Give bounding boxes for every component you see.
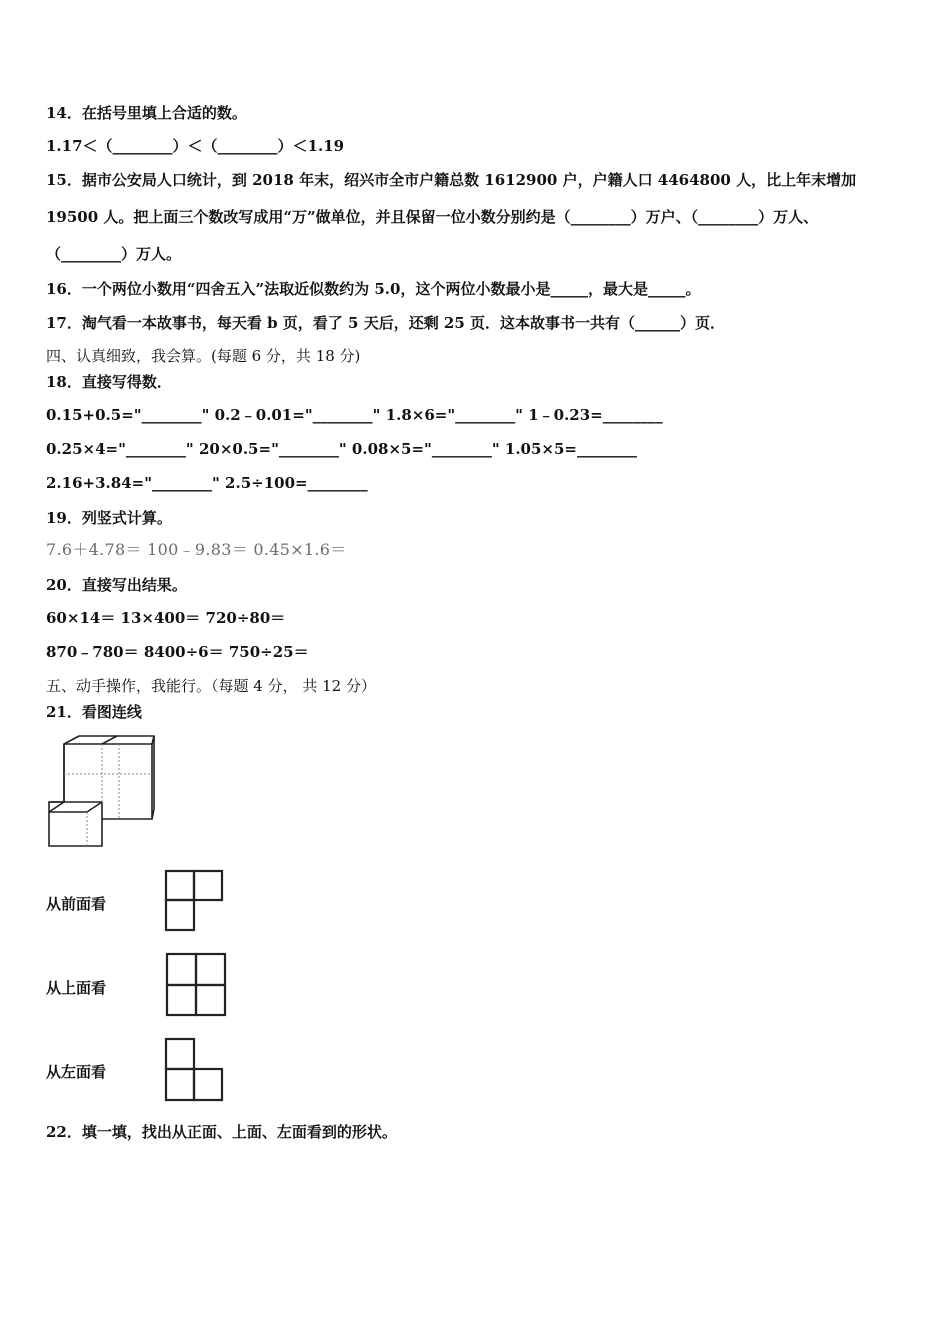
q17-text: 17．淘气看一本故事书，每天看 b 页，看了 5 天后，还剩 25 页．这本故事书一共有（______）页． xyxy=(46,314,726,332)
section-4-heading: 四、认真细致，我会算。(每题 6 分，共 18 分) xyxy=(46,347,361,365)
section-5-heading: 五、动手操作，我能行。（每题 4 分， 共 12 分） xyxy=(46,677,376,695)
q22-text: 22．填一填，找出从正面、上面、左面看到的形状。 xyxy=(46,1123,397,1141)
q18-row-1: 0.15+0.5="________" 0.2﹣0.01="________" 1.8×6="________" 1﹣0.23=________ xyxy=(46,406,663,424)
view-label-left: 从左面看 xyxy=(46,1063,107,1081)
q18-row-3: 2.16+3.84="________" 2.5÷100=________ xyxy=(46,474,368,492)
q20-row-2: 870﹣780＝ 8400÷6＝ 750÷25＝ xyxy=(46,643,309,661)
q19-expressions: 7.6＋4.78＝ 100﹣9.83＝ 0.45×1.6＝ xyxy=(46,540,347,559)
q14-expression: 1.17＜（________）＜（________）＜1.19 xyxy=(46,137,345,155)
q16-text: 16．一个两位小数用“四舍五入”法取近似数约为 5.0，这个两位小数最小是_____，最大是_____。 xyxy=(46,280,701,298)
q21-title: 21．看图连线 xyxy=(46,703,142,721)
q18-title: 18．直接写得数． xyxy=(46,373,172,391)
q20-row-1: 60×14＝ 13×400＝ 720÷80＝ xyxy=(46,609,286,627)
q15-line-1: 15．据市公安局人口统计，到 2018 年末，绍兴市全市户籍总数 1612900 户，户籍人口 4464800 人，比上年末增加 xyxy=(46,171,857,189)
view-shape-l-top[interactable] xyxy=(164,869,226,933)
q19-title: 19．列竖式计算。 xyxy=(46,509,172,527)
q18-row-2: 0.25×4="________" 20×0.5="________" 0.08×5="________" 1.05×5=________ xyxy=(46,440,637,458)
view-shape-square-grid[interactable] xyxy=(165,952,229,1018)
block-structure-figure xyxy=(44,734,159,849)
view-shape-l-bottom[interactable] xyxy=(164,1037,226,1103)
view-label-front: 从前面看 xyxy=(46,895,107,913)
q15-line-2: 19500 人。把上面三个数改写成用“万”做单位，并且保留一位小数分别约是（________）万户、（________）万人、 xyxy=(46,208,819,226)
q15-line-3: （________）万人。 xyxy=(46,245,182,263)
q14-title: 14．在括号里填上合适的数。 xyxy=(46,104,247,122)
q20-title: 20．直接写出结果。 xyxy=(46,576,187,594)
view-label-top: 从上面看 xyxy=(46,979,107,997)
